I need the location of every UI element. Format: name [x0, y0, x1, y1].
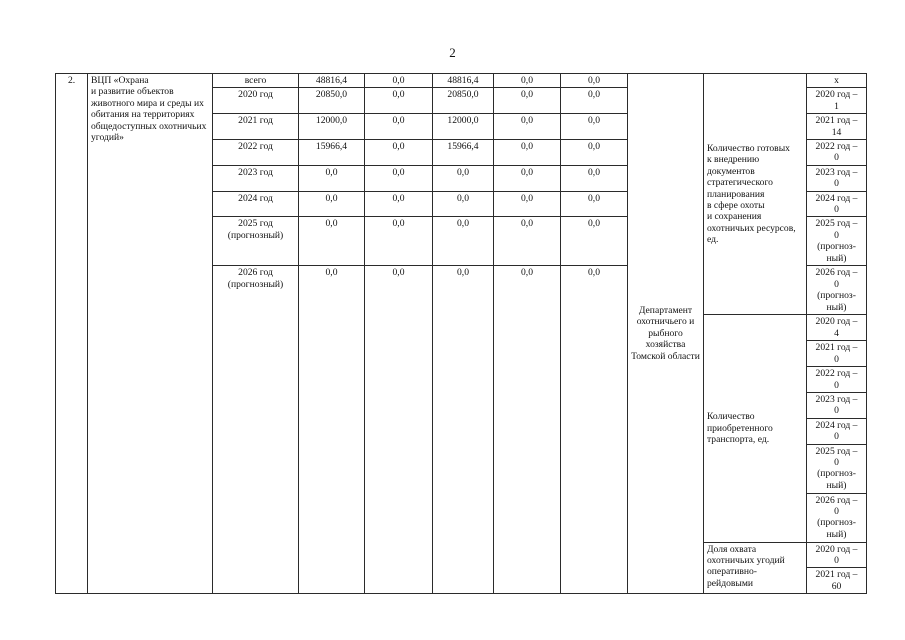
indicator-value: 2021 год – 60	[807, 568, 867, 594]
period-value-local: 0,0	[494, 217, 561, 266]
period-value-federal: 0,0	[365, 140, 433, 166]
program-table	[55, 73, 867, 594]
period-value-regional: 48816,4	[433, 74, 494, 88]
indicator-value: 2024 год – 0	[807, 418, 867, 444]
period-label: всего	[213, 74, 299, 88]
period-value-regional: 0,0	[433, 217, 494, 266]
period-label: 2025 год (прогнозный)	[213, 217, 299, 266]
indicator-value: 2020 год – 0	[807, 542, 867, 568]
period-value-other: 0,0	[561, 140, 628, 166]
period-label: 2020 год	[213, 88, 299, 114]
period-value-total: 0,0	[299, 191, 365, 217]
indicator-value: х	[807, 74, 867, 88]
period-label: 2022 год	[213, 140, 299, 166]
indicator-value: 2021 год – 0	[807, 341, 867, 367]
period-value-total: 15966,4	[299, 140, 365, 166]
period-label: 2021 год	[213, 114, 299, 140]
indicator-value: 2023 год – 0	[807, 165, 867, 191]
period-label: 2026 год (прогнозный)	[213, 266, 299, 594]
period-value-other: 0,0	[561, 191, 628, 217]
indicator-value: 2023 год – 0	[807, 392, 867, 418]
period-value-total: 0,0	[299, 217, 365, 266]
page-number: 2	[449, 45, 456, 60]
indicator-value: 2022 год – 0	[807, 367, 867, 393]
period-value-federal: 0,0	[365, 191, 433, 217]
period-value-total: 48816,4	[299, 74, 365, 88]
executor: Департамент охотничьего и рыбного хозяйства Томской области	[628, 74, 704, 594]
period-value-federal: 0,0	[365, 74, 433, 88]
period-value-other: 0,0	[561, 165, 628, 191]
period-value-other: 0,0	[561, 74, 628, 88]
indicator-value: 2026 год – 0 (прогноз- ный)	[807, 266, 867, 315]
indicator-value: 2021 год – 14	[807, 114, 867, 140]
period-value-total: 12000,0	[299, 114, 365, 140]
period-value-regional: 0,0	[433, 266, 494, 594]
period-value-local: 0,0	[494, 114, 561, 140]
program-name: ВЦП «Охрана и развитие объектов животного мира и среды их обитания на территориях общедоступных охотничьих угодий»	[88, 74, 213, 594]
indicator-value: 2025 год – 0 (прогноз- ный)	[807, 444, 867, 493]
indicator-value: 2020 год – 1	[807, 88, 867, 114]
period-value-federal: 0,0	[365, 88, 433, 114]
period-value-federal: 0,0	[365, 114, 433, 140]
period-value-other: 0,0	[561, 217, 628, 266]
period-value-regional: 0,0	[433, 191, 494, 217]
indicator-name: Доля охвата охотничьих угодий оперативно-рейдовыми	[704, 542, 807, 594]
period-value-local: 0,0	[494, 191, 561, 217]
indicator-value: 2026 год – 0 (прогноз- ный)	[807, 493, 867, 542]
period-value-total: 0,0	[299, 266, 365, 594]
period-value-other: 0,0	[561, 88, 628, 114]
period-value-federal: 0,0	[365, 266, 433, 594]
period-value-local: 0,0	[494, 165, 561, 191]
period-value-total: 20850,0	[299, 88, 365, 114]
period-value-federal: 0,0	[365, 165, 433, 191]
row-number: 2.	[56, 74, 88, 594]
period-value-total: 0,0	[299, 165, 365, 191]
indicator-value: 2024 год – 0	[807, 191, 867, 217]
indicator-value: 2022 год – 0	[807, 140, 867, 166]
period-label: 2023 год	[213, 165, 299, 191]
period-value-regional: 12000,0	[433, 114, 494, 140]
period-value-regional: 0,0	[433, 165, 494, 191]
period-label: 2024 год	[213, 191, 299, 217]
period-value-local: 0,0	[494, 74, 561, 88]
period-value-regional: 20850,0	[433, 88, 494, 114]
period-value-local: 0,0	[494, 140, 561, 166]
period-value-regional: 15966,4	[433, 140, 494, 166]
period-value-other: 0,0	[561, 266, 628, 594]
period-value-local: 0,0	[494, 266, 561, 594]
indicator-value: 2025 год – 0 (прогноз- ный)	[807, 217, 867, 266]
indicator-name: Количество готовых к внедрению документов стратегического планирования в сфере охоты и сохранения охотничьих ресурсов, ед.	[704, 74, 807, 315]
period-value-other: 0,0	[561, 114, 628, 140]
period-value-local: 0,0	[494, 88, 561, 114]
period-value-federal: 0,0	[365, 217, 433, 266]
indicator-value: 2020 год – 4	[807, 315, 867, 341]
indicator-name: Количество приобретенного транспорта, ед.	[704, 315, 807, 542]
